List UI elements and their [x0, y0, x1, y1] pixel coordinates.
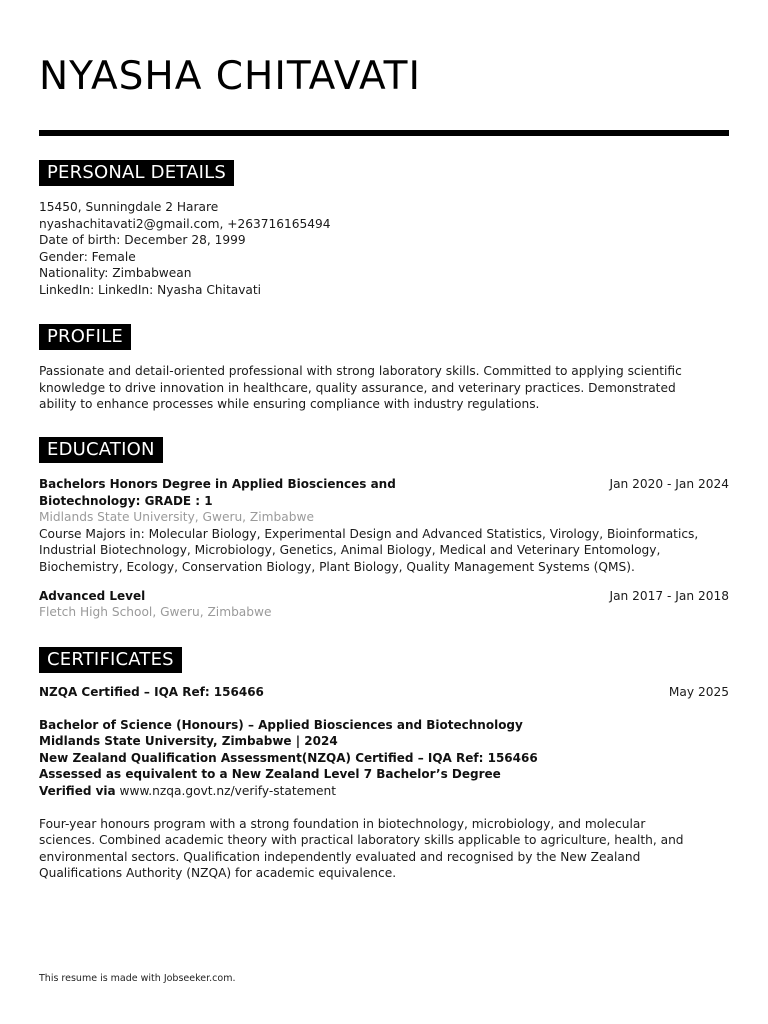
- certificate-description: [39, 816, 729, 882]
- certificate-detail-line: Assessed as equivalent to a New Zealand Level 7 Bachelor’s Degree: [39, 767, 501, 782]
- course-line: Course Majors in: Molecular Biology, Experimental Design and Advanced Statistics, Virology, Bioinformatics,: [39, 526, 699, 541]
- certificate-desc-line: sciences. Combined academic theory with practical laboratory skills applicable to agriculture, health, and: [39, 833, 684, 848]
- birth-date-line: Date of birth: December 28, 1999: [39, 233, 246, 248]
- personal-details-section: [39, 160, 729, 299]
- degree-title: Advanced Level: [39, 588, 146, 603]
- course-line: Industrial Biotechnology, Microbiology, Genetics, Animal Biology, Medical and Veterinary Entomology,: [39, 543, 661, 558]
- verification-line: [39, 783, 729, 800]
- header-rule: [39, 130, 729, 136]
- degree-title: Biotechnology: GRADE : 1: [39, 493, 213, 508]
- profile-line: Passionate and detail-oriented professional with strong laboratory skills. Committed to applying scientific: [39, 364, 682, 378]
- linkedin-line: LinkedIn: LinkedIn: Nyasha Chitavati: [39, 282, 262, 297]
- profile-text: [39, 363, 729, 413]
- education-date: Jan 2020 - Jan 2024: [609, 477, 729, 491]
- education-section: [39, 437, 729, 621]
- certificates-heading: CERTIFICATES: [39, 647, 182, 673]
- certificate-detail-line: New Zealand Qualification Assessment(NZQA) Certified – IQA Ref: 156466: [39, 750, 538, 765]
- certificate-detail-line: Bachelor of Science (Honours) – Applied Biosciences and Biotechnology: [39, 717, 523, 732]
- contact-line: nyashachitavati2@gmail.com, +263716165494: [39, 216, 331, 231]
- profile-heading: PROFILE: [39, 324, 131, 350]
- degree-title: Bachelors Honors Degree in Applied Biosciences and: [39, 477, 396, 491]
- education-date: Jan 2017 - Jan 2018: [609, 588, 729, 603]
- education-heading: EDUCATION: [39, 437, 163, 463]
- profile-line: ability to enhance processes while ensuring compliance with industry regulations.: [39, 397, 540, 412]
- certificate-desc-line: Four-year honours program with a strong foundation in biotechnology, microbiology, and molecular: [39, 816, 646, 831]
- certificate-desc-line: environmental sectors. Qualification independently evaluated and recognised by the New Zealand: [39, 849, 641, 864]
- address-line: 15450, Sunningdale 2 Harare: [39, 200, 219, 214]
- certificate-details: [39, 717, 729, 800]
- school-name: Midlands State University, Gweru, Zimbabwe: [39, 510, 314, 525]
- profile-line: knowledge to drive innovation in healthcare, quality assurance, and veterinary practices. Demonstrated: [39, 380, 676, 395]
- personal-details-list: [39, 199, 729, 299]
- gender-line: Gender: Female: [39, 249, 136, 264]
- education-entry: [39, 588, 729, 621]
- certificate-title: NZQA Certified – IQA Ref: 156466: [39, 685, 264, 699]
- footer-note: This resume is made with Jobseeker.com.: [39, 973, 236, 984]
- certificate-entry: [39, 684, 729, 701]
- certificate-desc-line: Qualifications Authority (NZQA) for academic equivalence.: [39, 866, 397, 881]
- school-name: Fletch High School, Gweru, Zimbabwe: [39, 605, 272, 620]
- course-line: Biochemistry, Ecology, Conservation Biology, Plant Biology, Quality Management Systems (QMS).: [39, 559, 635, 574]
- personal-details-heading: PERSONAL DETAILS: [39, 160, 234, 186]
- education-entry: [39, 476, 729, 576]
- verification-link[interactable]: www.nzqa.govt.nz/verify-statement: [119, 783, 336, 798]
- resume-page: [39, 0, 729, 1024]
- nationality-line: Nationality: Zimbabwean: [39, 266, 192, 281]
- candidate-name: NYASHA CHITAVATI: [39, 54, 422, 99]
- certificates-section: [39, 647, 729, 882]
- certificate-detail-line: Midlands State University, Zimbabwe | 2024: [39, 734, 338, 749]
- verified-label: Verified via: [39, 783, 116, 798]
- profile-section: [39, 324, 729, 413]
- certificate-date: May 2025: [668, 685, 729, 699]
